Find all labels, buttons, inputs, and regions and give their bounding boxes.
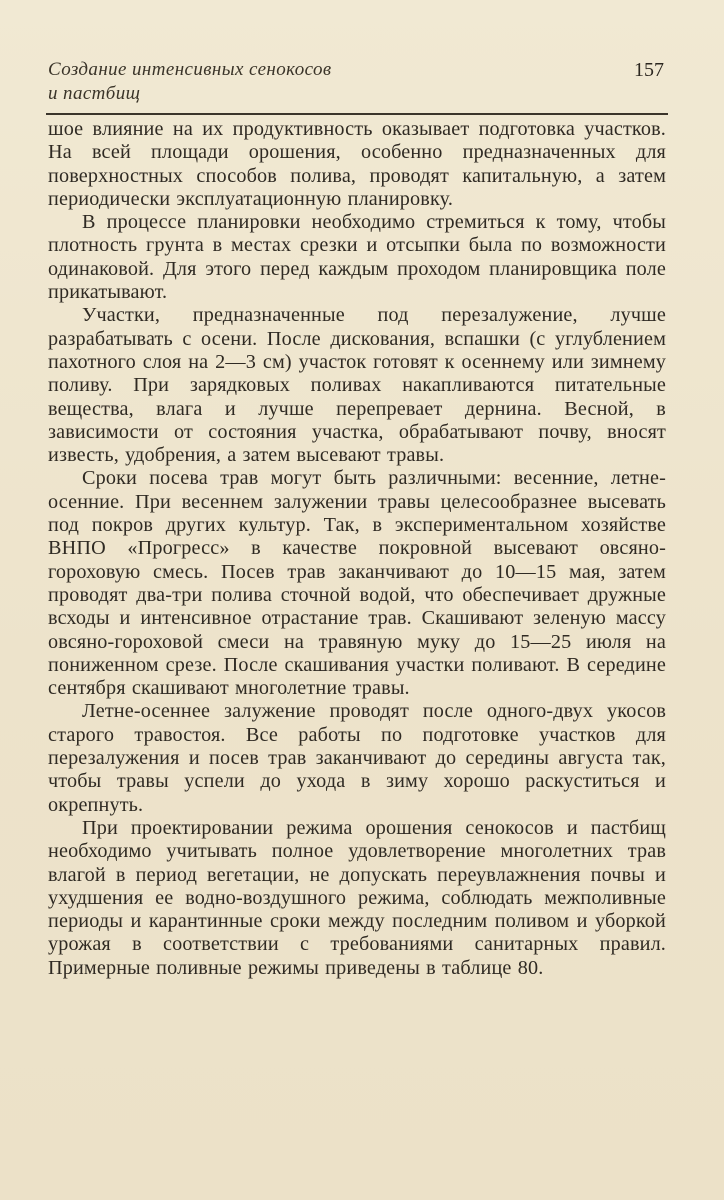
paragraph: В процессе планировки необходимо стремиться к тому, чтобы плотность грунта в местах срезки и отсыпки была по возможности одинаковой. Для этого перед каждым проходом планировщика поле прикатывают.	[48, 211, 666, 304]
body-text	[48, 118, 666, 980]
paragraph: Сроки посева трав могут быть различными: весенние, летне-осенние. При весеннем залужении травы целесообразнее высевать под покров других культур. Так, в экспериментальном хозяйстве ВНПО «Прогресс» в качестве покровной высевают овсяно-гороховую смесь. Посев трав заканчивают до 10—15 мая, затем проводят два-три полива сточной водой, что обеспечивает дружные всходы и интенсивное отрастание трав. Скашивают зеленую массу овсяно-гороховой смеси на травяную муку до 15—25 июля на пониженном срезе. После скашивания участки поливают. В середине сентября скашивают многолетние травы.	[48, 467, 666, 700]
header-rule	[46, 113, 668, 115]
running-title: Создание интенсивных сенокосов и пастбищ	[48, 59, 332, 104]
paragraph: Участки, предназначенные под перезалужение, лучше разрабатывать с осени. После дискования, вспашки (с углублением пахотного слоя на 2—3 см) участок готовят к осеннему или зимнему поливу. При зарядковых поливах накапливаются питательные вещества, влага и лучше перепревает дернина. Весной, в зависимости от состояния участка, обрабатывают почву, вносят известь, удобрения, а затем высевают травы.	[48, 304, 666, 467]
paragraph: шое влияние на их продуктивность оказывает подготовка участков. На всей площади орошения, особенно предназначенных для поверхностных способов полива, проводят капитальную, а затем периодически эксплуатационную планировку.	[48, 118, 666, 210]
paragraph: Летне-осеннее залужение проводят после одного-двух укосов старого травостоя. Все работы по подготовке участков для перезалужения и посев трав заканчивают до середины августа так, чтобы травы успели до ухода в зиму хорошо раскуститься и окрепнуть.	[48, 700, 666, 816]
page-header	[48, 58, 668, 110]
paragraph: При проектировании режима орошения сенокосов и пастбищ необходимо учитывать полное удовлетворение многолетних трав влагой в период вегетации, не допускать переувлажнения почвы и ухудшения ее водно-воздушного режима, соблюдать межполивные периоды и карантинные сроки между последним поливом и уборкой урожая в соответствии с требованиями санитарных правил. Примерные поливные режимы приведены в таблице 80.	[48, 816, 666, 979]
page-number: 157	[634, 59, 664, 81]
